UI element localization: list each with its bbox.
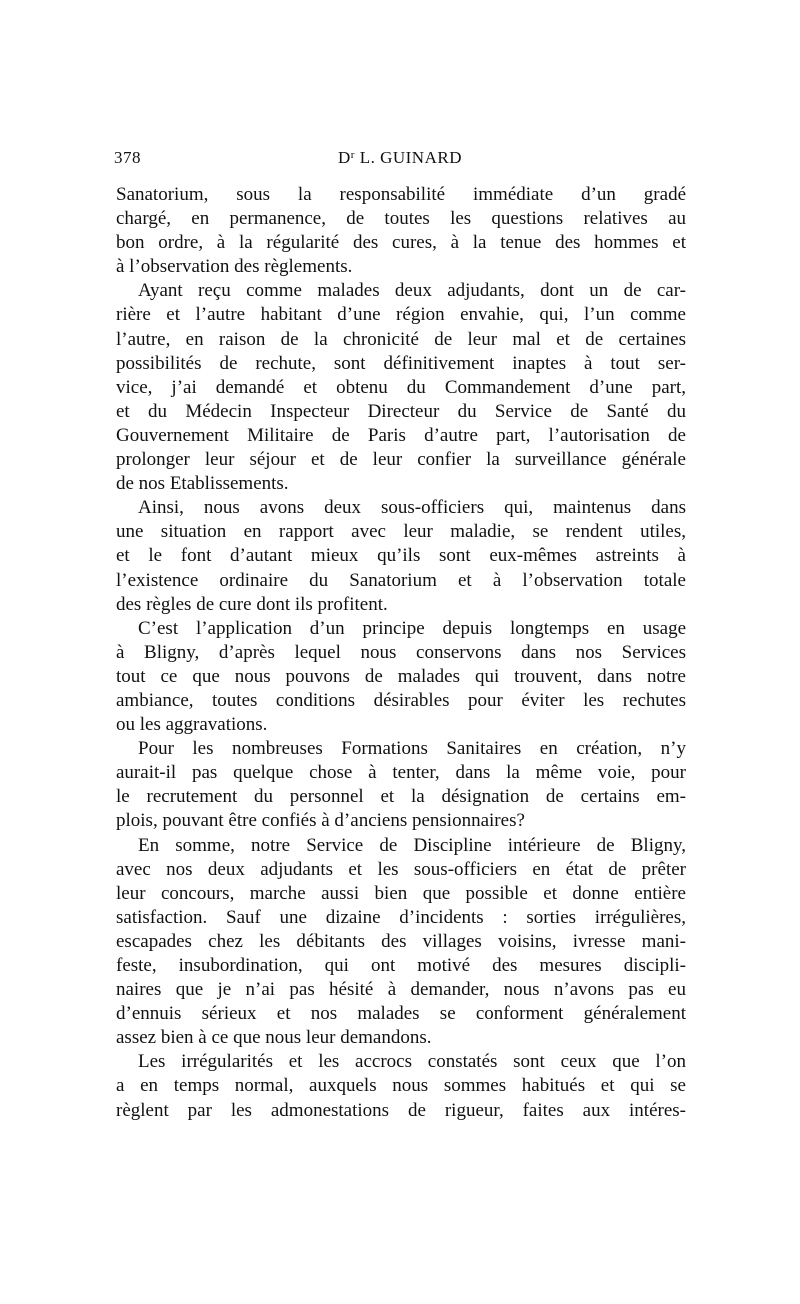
- text-line: règlent par les admonestations de rigueur, faites aux intéres-: [116, 1099, 686, 1121]
- text-line: et le font d’autant mieux qu’ils sont eux-mêmes astreints à: [116, 545, 686, 567]
- body-text: [116, 183, 686, 1123]
- text-line: feste, insubordination, qui ont motivé des mesures discipli-: [116, 955, 686, 976]
- text-line: C’est l’application d’un principe depuis longtemps en usage: [138, 617, 686, 639]
- text-line: satisfaction. Sauf une dizaine d’incidents : sorties irrégulières,: [116, 906, 686, 928]
- text-line: escapades chez les débitants des villages voisins, ivresse mani-: [116, 930, 686, 952]
- text-line: et du Médecin Inspecteur Directeur du Service de Santé du: [116, 400, 686, 422]
- author-name: L. GUINARD: [354, 148, 462, 167]
- text-line: Ainsi, nous avons deux sous-officiers qui, maintenus dans: [138, 497, 686, 519]
- text-line: Gouvernement Militaire de Paris d’autre part, l’autorisation de: [116, 424, 686, 446]
- text-line: rière et l’autre habitant d’une région envahie, qui, l’un comme: [116, 304, 686, 326]
- text-line: d’ennuis sérieux et nos malades se conforment généralement: [116, 1003, 686, 1025]
- text-line: le recrutement du personnel et la désignation de certains em-: [116, 786, 686, 808]
- text-line: En somme, notre Service de Discipline intérieure de Bligny,: [138, 834, 686, 856]
- text-line: ambiance, toutes conditions désirables pour éviter les rechutes: [116, 689, 686, 711]
- text-line: de nos Etablissements.: [116, 473, 289, 495]
- text-line: Pour les nombreuses Formations Sanitaires en création, n’y: [138, 738, 686, 760]
- text-line: l’existence ordinaire du Sanatorium et à l’observation totale: [116, 569, 686, 591]
- running-head: [114, 148, 686, 168]
- text-line: bon ordre, à la régularité des cures, à la tenue des hommes et: [116, 232, 686, 254]
- text-line: naires que je n’ai pas hésité à demander, nous n’avons pas eu: [116, 979, 686, 1001]
- text-line: Les irrégularités et les accrocs constatés sont ceux que l’on: [138, 1051, 686, 1073]
- page-number: 378: [114, 148, 141, 167]
- text-line: possibilités de rechute, sont définitivement inaptes à tout ser-: [116, 352, 686, 374]
- text-line: plois, pouvant être confiés à d’anciens pensionnaires?: [116, 810, 525, 832]
- text-line: vice, j’ai demandé et obtenu du Commandement d’une part,: [116, 376, 686, 398]
- text-line: l’autre, en raison de la chronicité de leur mal et de certaines: [116, 328, 686, 350]
- text-line: ou les aggravations.: [116, 714, 268, 736]
- text-line: a en temps normal, auxquels nous sommes habitués et qui se: [116, 1075, 686, 1097]
- text-line: des règles de cure dont ils profitent.: [116, 593, 388, 615]
- author-prefix-sup: r: [350, 149, 355, 161]
- text-line: Ayant reçu comme malades deux adjudants, dont un de car-: [138, 280, 686, 302]
- text-line: Sanatorium, sous la responsabilité immédiate d’un gradé: [116, 184, 686, 205]
- text-line: tout ce que nous pouvons de malades qui trouvent, dans notre: [116, 665, 686, 687]
- author-prefix: D: [338, 148, 351, 167]
- text-line: prolonger leur séjour et de leur confier la surveillance générale: [116, 449, 686, 471]
- text-line: assez bien à ce que nous leur demandons.: [116, 1027, 432, 1049]
- text-line: leur concours, marche aussi bien que possible et donne entière: [116, 882, 686, 904]
- page-header: [114, 148, 686, 172]
- text-line: à l’observation des règlements.: [116, 256, 353, 278]
- text-line: chargé, en permanence, de toutes les questions relatives au: [116, 208, 686, 230]
- text-line: aurait-il pas quelque chose à tenter, dans la même voie, pour: [116, 762, 686, 784]
- text-line: une situation en rapport avec leur maladie, se rendent utiles,: [116, 521, 686, 543]
- text-line: à Bligny, d’après lequel nous conservons dans nos Services: [116, 641, 686, 663]
- text-line: avec nos deux adjudants et les sous-officiers en état de prêter: [116, 858, 686, 880]
